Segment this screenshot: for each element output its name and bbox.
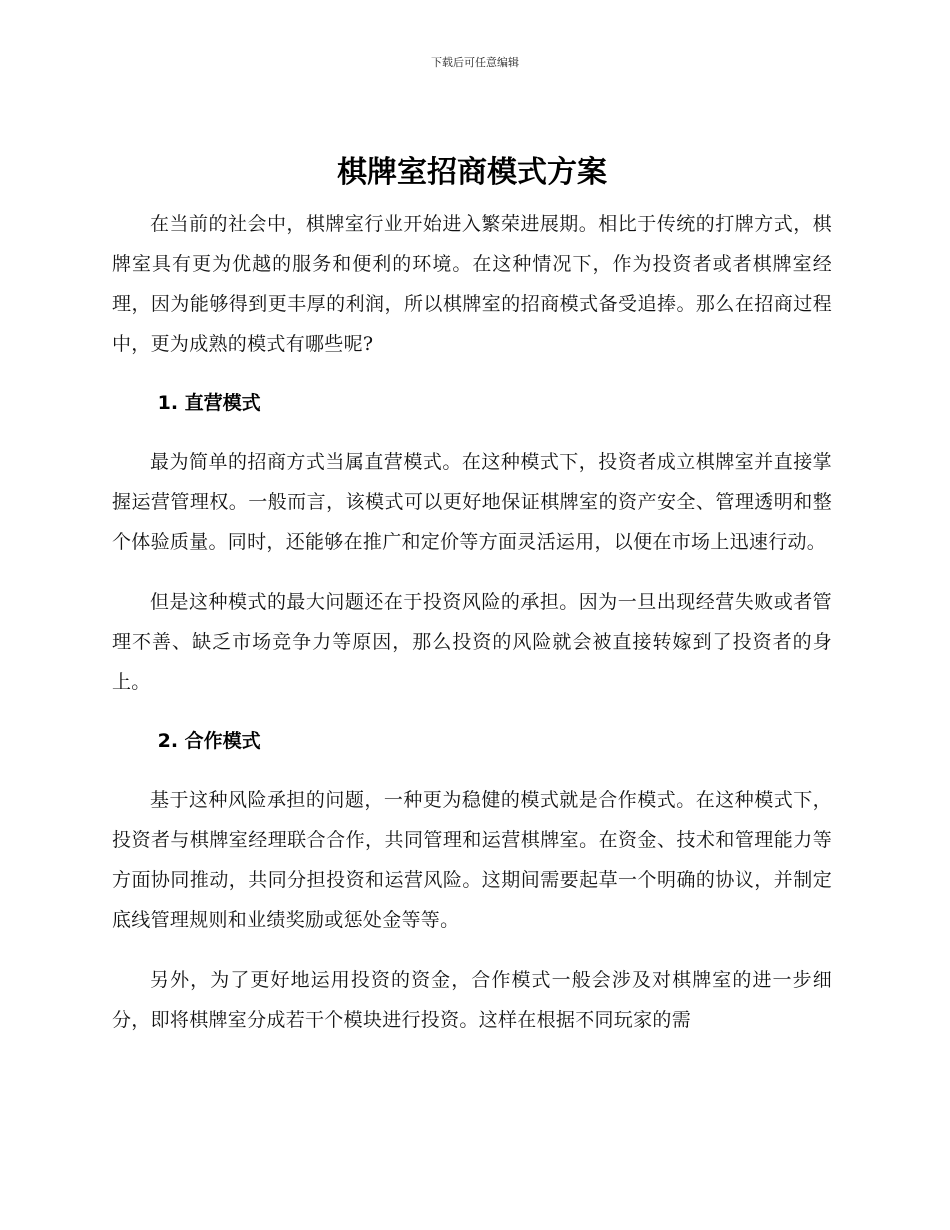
section-paragraph: 另外，为了更好地运用投资的资金，合作模式一般会涉及对棋牌室的进一步细分，即将棋牌室分成若干个模块进行投资。这样在根据不同玩家的需	[112, 969, 832, 1031]
section-heading-cooperation: 2. 合作模式	[157, 730, 261, 752]
section-paragraph: 基于这种风险承担的问题，一种更为稳健的模式就是合作模式。在这种模式下，投资者与棋牌室经理联合合作，共同管理和运营棋牌室。在资金、技术和管理能力等方面协同推动，共同分担投资和运营风险。这期间需要起草一个明确的协议，并制定底线管理规则和业绩奖励或惩处金等等。	[112, 789, 832, 931]
section-paragraph: 最为简单的招商方式当属直营模式。在这种模式下，投资者成立棋牌室并直接掌握运营管理权。一般而言，该模式可以更好地保证棋牌室的资产安全、管理透明和整个体验质量。同时，还能够在推广和定价等方面灵活运用，以便在市场上迅速行动。	[112, 451, 832, 553]
document-title: 棋牌室招商模式方案	[337, 155, 607, 190]
document-body	[112, 150, 832, 1060]
section-paragraph: 但是这种模式的最大问题还在于投资风险的承担。因为一旦出现经营失败或者管理不善、缺乏市场竞争力等原因，那么投资的风险就会被直接转嫁到了投资者的身上。	[112, 591, 832, 693]
section-heading-direct: 1. 直营模式	[157, 392, 261, 414]
intro-paragraph: 在当前的社会中，棋牌室行业开始进入繁荣进展期。相比于传统的打牌方式，棋牌室具有更为优越的服务和便利的环境。在这种情况下，作为投资者或者棋牌室经理，因为能够得到更丰厚的利润，所以棋牌室的招商模式备受追捧。那么在招商过程中，更为成熟的模式有哪些呢?	[112, 213, 832, 355]
header-note: 下载后可任意编辑	[431, 56, 519, 69]
